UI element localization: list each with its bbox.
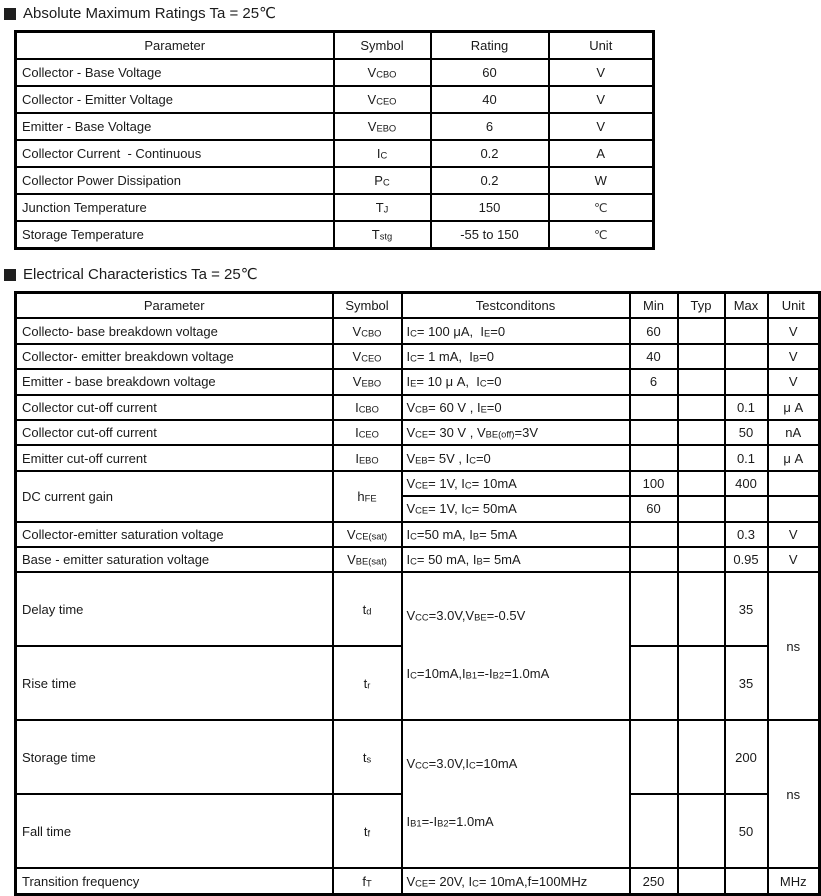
ec-symbol-cell: VCBO <box>333 318 402 343</box>
ec-symbol-cell: td <box>333 572 402 646</box>
amr-header-parameter: Parameter <box>16 32 334 60</box>
ec-min-cell <box>630 395 678 420</box>
ec-typ-cell <box>678 547 725 572</box>
amr-rating-cell: 6 <box>431 113 549 140</box>
ec-param-cell: Collector cut-off current <box>16 420 333 445</box>
ec-unit-cell: V <box>768 369 820 394</box>
ec-typ-cell <box>678 445 725 470</box>
table-row <box>16 471 820 496</box>
ec-param-cell: Emitter - base breakdown voltage <box>16 369 333 394</box>
ec-symbol-cell: ICEO <box>333 420 402 445</box>
table-row <box>16 572 820 646</box>
ec-min-cell <box>630 720 678 794</box>
amr-unit-cell: W <box>549 167 654 194</box>
ec-symbol-cell: VCE(sat) <box>333 522 402 547</box>
ec-typ-cell <box>678 344 725 369</box>
ec-min-cell: 60 <box>630 496 678 521</box>
ec-unit-cell: V <box>768 344 820 369</box>
ec-symbol-cell: tf <box>333 794 402 868</box>
ec-max-cell <box>725 369 768 394</box>
ec-max-cell: 50 <box>725 420 768 445</box>
table-row <box>16 113 654 140</box>
abs-max-title-text: Absolute Maximum Ratings Ta = 25℃ <box>23 5 276 22</box>
amr-unit-cell: V <box>549 59 654 86</box>
ec-header-symbol: Symbol <box>333 293 402 319</box>
ec-unit-cell: V <box>768 522 820 547</box>
ec-min-cell <box>630 547 678 572</box>
ec-typ-cell <box>678 496 725 521</box>
ec-cond-line: VCC=3.0V,VBE=-0.5V <box>406 608 526 624</box>
table-row <box>16 194 654 221</box>
ec-unit-cell: nA <box>768 420 820 445</box>
ec-cond-cell: IE= 10 μ A, IC=0 <box>402 369 630 394</box>
ec-max-cell: 35 <box>725 646 768 720</box>
ec-max-cell: 35 <box>725 572 768 646</box>
ec-typ-cell <box>678 522 725 547</box>
ec-min-cell <box>630 572 678 646</box>
ec-symbol-cell: VCEO <box>333 344 402 369</box>
amr-symbol-cell: IC <box>334 140 431 167</box>
ec-cond-cell: IC= 1 mA, IB=0 <box>402 344 630 369</box>
amr-rating-cell: -55 to 150 <box>431 221 549 249</box>
table-row <box>16 369 820 394</box>
ec-param-cell: Collecto- base breakdown voltage <box>16 318 333 343</box>
ec-unit-cell: V <box>768 318 820 343</box>
ec-min-cell: 100 <box>630 471 678 496</box>
ec-min-cell: 250 <box>630 868 678 894</box>
ec-min-cell: 60 <box>630 318 678 343</box>
ec-typ-cell <box>678 868 725 894</box>
table-row <box>16 547 820 572</box>
ec-typ-cell <box>678 471 725 496</box>
amr-header-unit: Unit <box>549 32 654 60</box>
table-row <box>16 167 654 194</box>
table-row <box>16 140 654 167</box>
amr-symbol-cell: VCBO <box>334 59 431 86</box>
ec-param-cell: Rise time <box>16 646 333 720</box>
amr-rating-cell: 150 <box>431 194 549 221</box>
ec-typ-cell <box>678 720 725 794</box>
table-row <box>16 420 820 445</box>
table-row <box>16 395 820 420</box>
ec-typ-cell <box>678 369 725 394</box>
ec-cond-cell <box>402 720 630 868</box>
amr-param-cell: Emitter - Base Voltage <box>16 113 334 140</box>
ec-header-cond: Testconditons <box>402 293 630 319</box>
ec-param-cell: Fall time <box>16 794 333 868</box>
ec-unit-cell: ns <box>768 720 820 868</box>
ec-symbol-cell: VBE(sat) <box>333 547 402 572</box>
ec-typ-cell <box>678 572 725 646</box>
amr-unit-cell: A <box>549 140 654 167</box>
ec-param-cell: Emitter cut-off current <box>16 445 333 470</box>
ec-cond-cell: VCE= 1V, IC= 10mA <box>402 471 630 496</box>
ec-unit-cell: V <box>768 547 820 572</box>
amr-param-cell: Collector Power Dissipation <box>16 167 334 194</box>
ec-symbol-cell: tr <box>333 646 402 720</box>
amr-header-row <box>16 32 654 60</box>
amr-symbol-cell: PC <box>334 167 431 194</box>
ec-cond-cell: IC= 50 mA, IB= 5mA <box>402 547 630 572</box>
ec-max-cell <box>725 344 768 369</box>
amr-param-cell: Collector - Emitter Voltage <box>16 86 334 113</box>
ec-typ-cell <box>678 794 725 868</box>
amr-rating-cell: 0.2 <box>431 140 549 167</box>
elec-char-title-text: Electrical Characteristics Ta = 25℃ <box>23 266 258 283</box>
amr-symbol-cell: TJ <box>334 194 431 221</box>
ec-unit-cell: MHz <box>768 868 820 894</box>
elec-char-section-title <box>4 266 821 284</box>
ec-max-cell <box>725 496 768 521</box>
ec-cond-cell: VCB= 60 V , IE=0 <box>402 395 630 420</box>
abs-max-section-title <box>4 5 821 23</box>
absolute-maximum-ratings-table <box>14 30 655 250</box>
amr-rating-cell: 0.2 <box>431 167 549 194</box>
ec-header-unit: Unit <box>768 293 820 319</box>
ec-cond-line: IB1=-IB2=1.0mA <box>406 814 494 830</box>
ec-param-cell: Base - emitter saturation voltage <box>16 547 333 572</box>
ec-unit-cell <box>768 496 820 521</box>
table-row <box>16 344 820 369</box>
ec-header-typ: Typ <box>678 293 725 319</box>
ec-max-cell: 0.1 <box>725 395 768 420</box>
amr-header-symbol: Symbol <box>334 32 431 60</box>
ec-max-cell: 200 <box>725 720 768 794</box>
table-row <box>16 445 820 470</box>
ec-symbol-cell: IEBO <box>333 445 402 470</box>
ec-min-cell <box>630 445 678 470</box>
table-row <box>16 522 820 547</box>
ec-cond-cell: VCE= 30 V , VBE(off)=3V <box>402 420 630 445</box>
amr-param-cell: Storage Temperature <box>16 221 334 249</box>
ec-symbol-cell: VEBO <box>333 369 402 394</box>
table-row <box>16 720 820 794</box>
ec-cond-cell: VEB= 5V , IC=0 <box>402 445 630 470</box>
ec-cond-cell: IC= 100 μA, IE=0 <box>402 318 630 343</box>
amr-symbol-cell: VCEO <box>334 86 431 113</box>
ec-symbol-cell: hFE <box>333 471 402 522</box>
ec-unit-cell: μ A <box>768 445 820 470</box>
ec-min-cell <box>630 794 678 868</box>
ec-param-cell: Collector-emitter saturation voltage <box>16 522 333 547</box>
ec-cond-line: VCC=3.0V,IC=10mA <box>406 756 518 772</box>
ec-cond-cell: VCE= 20V, IC= 10mA,f=100MHz <box>402 868 630 894</box>
ec-symbol-cell: ICBO <box>333 395 402 420</box>
amr-unit-cell: V <box>549 113 654 140</box>
ec-param-cell: Transition frequency <box>16 868 333 894</box>
amr-symbol-cell: Tstg <box>334 221 431 249</box>
ec-typ-cell <box>678 318 725 343</box>
ec-typ-cell <box>678 420 725 445</box>
ec-header-row <box>16 293 820 319</box>
table-row <box>16 868 820 894</box>
square-bullet-icon <box>4 8 16 20</box>
ec-min-cell <box>630 522 678 547</box>
electrical-characteristics-table <box>14 291 821 896</box>
table-row <box>16 59 654 86</box>
amr-unit-cell: ℃ <box>549 221 654 249</box>
ec-symbol-cell: fT <box>333 868 402 894</box>
ec-unit-cell: ns <box>768 572 820 720</box>
ec-max-cell <box>725 868 768 894</box>
ec-cond-cell: IC=50 mA, IB= 5mA <box>402 522 630 547</box>
ec-symbol-cell: ts <box>333 720 402 794</box>
amr-rating-cell: 40 <box>431 86 549 113</box>
ec-min-cell: 40 <box>630 344 678 369</box>
amr-symbol-cell: VEBO <box>334 113 431 140</box>
ec-max-cell: 50 <box>725 794 768 868</box>
ec-max-cell: 400 <box>725 471 768 496</box>
ec-min-cell <box>630 646 678 720</box>
ec-min-cell <box>630 420 678 445</box>
ec-typ-cell <box>678 646 725 720</box>
square-bullet-icon <box>4 269 16 281</box>
ec-param-cell: Delay time <box>16 572 333 646</box>
amr-param-cell: Collector - Base Voltage <box>16 59 334 86</box>
ec-header-min: Min <box>630 293 678 319</box>
ec-header-max: Max <box>725 293 768 319</box>
ec-typ-cell <box>678 395 725 420</box>
ec-cond-line: IC=10mA,IB1=-IB2=1.0mA <box>406 666 550 682</box>
table-row <box>16 86 654 113</box>
ec-max-cell <box>725 318 768 343</box>
amr-unit-cell: V <box>549 86 654 113</box>
amr-rating-cell: 60 <box>431 59 549 86</box>
ec-param-cell: Collector cut-off current <box>16 395 333 420</box>
amr-unit-cell: ℃ <box>549 194 654 221</box>
ec-param-cell: Storage time <box>16 720 333 794</box>
amr-param-cell: Collector Current - Continuous <box>16 140 334 167</box>
amr-param-cell: Junction Temperature <box>16 194 334 221</box>
table-row <box>16 221 654 249</box>
ec-max-cell: 0.95 <box>725 547 768 572</box>
ec-max-cell: 0.1 <box>725 445 768 470</box>
amr-header-rating: Rating <box>431 32 549 60</box>
ec-cond-cell <box>402 572 630 720</box>
ec-max-cell: 0.3 <box>725 522 768 547</box>
ec-param-cell: Collector- emitter breakdown voltage <box>16 344 333 369</box>
ec-min-cell: 6 <box>630 369 678 394</box>
ec-param-cell: DC current gain <box>16 471 333 522</box>
ec-unit-cell: μ A <box>768 395 820 420</box>
ec-unit-cell <box>768 471 820 496</box>
table-row <box>16 318 820 343</box>
ec-header-parameter: Parameter <box>16 293 333 319</box>
ec-cond-cell: VCE= 1V, IC= 50mA <box>402 496 630 521</box>
